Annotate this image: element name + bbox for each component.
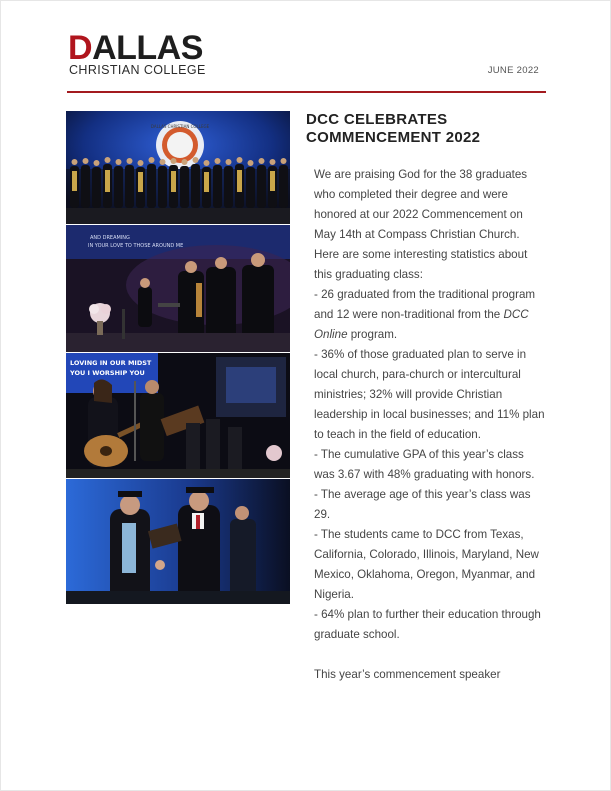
logo-wordmark [68, 30, 203, 66]
stat-gpa: - The cumulative GPA of this year’s class was 3.67 with 48% graduating with honors. [314, 448, 535, 481]
headline-line-2: COMMENCEMENT 2022 [306, 129, 481, 146]
paragraph-spacer [314, 645, 546, 665]
issue-date: JUNE 2022 [487, 65, 539, 76]
worship-team-photo [66, 225, 290, 352]
stat-graduate-school: - 64% plan to further their education through graduate school. [314, 608, 541, 641]
stat-home-states: - The students came to DCC from Texas, California, Colorado, Illinois, Maryland, New Mexico, Oklahoma, Oregon, Myanmar, and Nigeria. [314, 528, 539, 601]
stat-ministry-plans: - 36% of those graduated plan to serve in local church, para-church or intercultural ministries; 32% will provide Christian leadership in local businesses; and 11% plan to teach in the field of education. [314, 348, 545, 441]
logo-word: ALLAS [92, 29, 203, 67]
singer-guitarist-photo [66, 353, 290, 478]
lyrics-line-2: IN YOUR LOVE TO THOSE AROUND ME [88, 243, 184, 249]
stat-program-text: - 26 graduated from the traditional program and 12 were non-traditional from the [314, 288, 536, 321]
logo-subtitle: CHRISTIAN COLLEGE [69, 63, 206, 77]
seal-text: DALLAS CHRISTIAN COLLEGE [150, 124, 210, 129]
article-intro: We are praising God for the 38 graduates who completed their degree and were honored at our 2022 Commencement on May 14th at Compass Christian Church. Here are some interesting statistics about this graduating class: [314, 168, 528, 281]
lyrics-line-1: AND DREAMING [90, 235, 130, 241]
commencement-photo-collage [66, 111, 290, 604]
header-divider [67, 91, 546, 93]
article-closing: This year’s commencement speaker [314, 668, 501, 681]
graduates-group-photo [66, 111, 290, 224]
headline-line-1: DCC CELEBRATES [306, 111, 448, 128]
stat-program [314, 285, 546, 345]
stat-average-age: - The average age of this year’s class was 29. [314, 488, 531, 521]
logo-initial: D [68, 29, 93, 67]
article-body [314, 165, 546, 685]
article-headline [306, 111, 546, 147]
lyrics-line-3: LOVING IN OUR MIDST [70, 359, 152, 367]
lyrics-line-4: YOU I WORSHIP YOU [70, 369, 145, 377]
stat-program-end: program. [347, 328, 398, 341]
dcc-online-text: DCC Online [314, 308, 529, 341]
dallas-christian-college-logo [68, 30, 228, 80]
diploma-presentation-photo [66, 479, 290, 604]
